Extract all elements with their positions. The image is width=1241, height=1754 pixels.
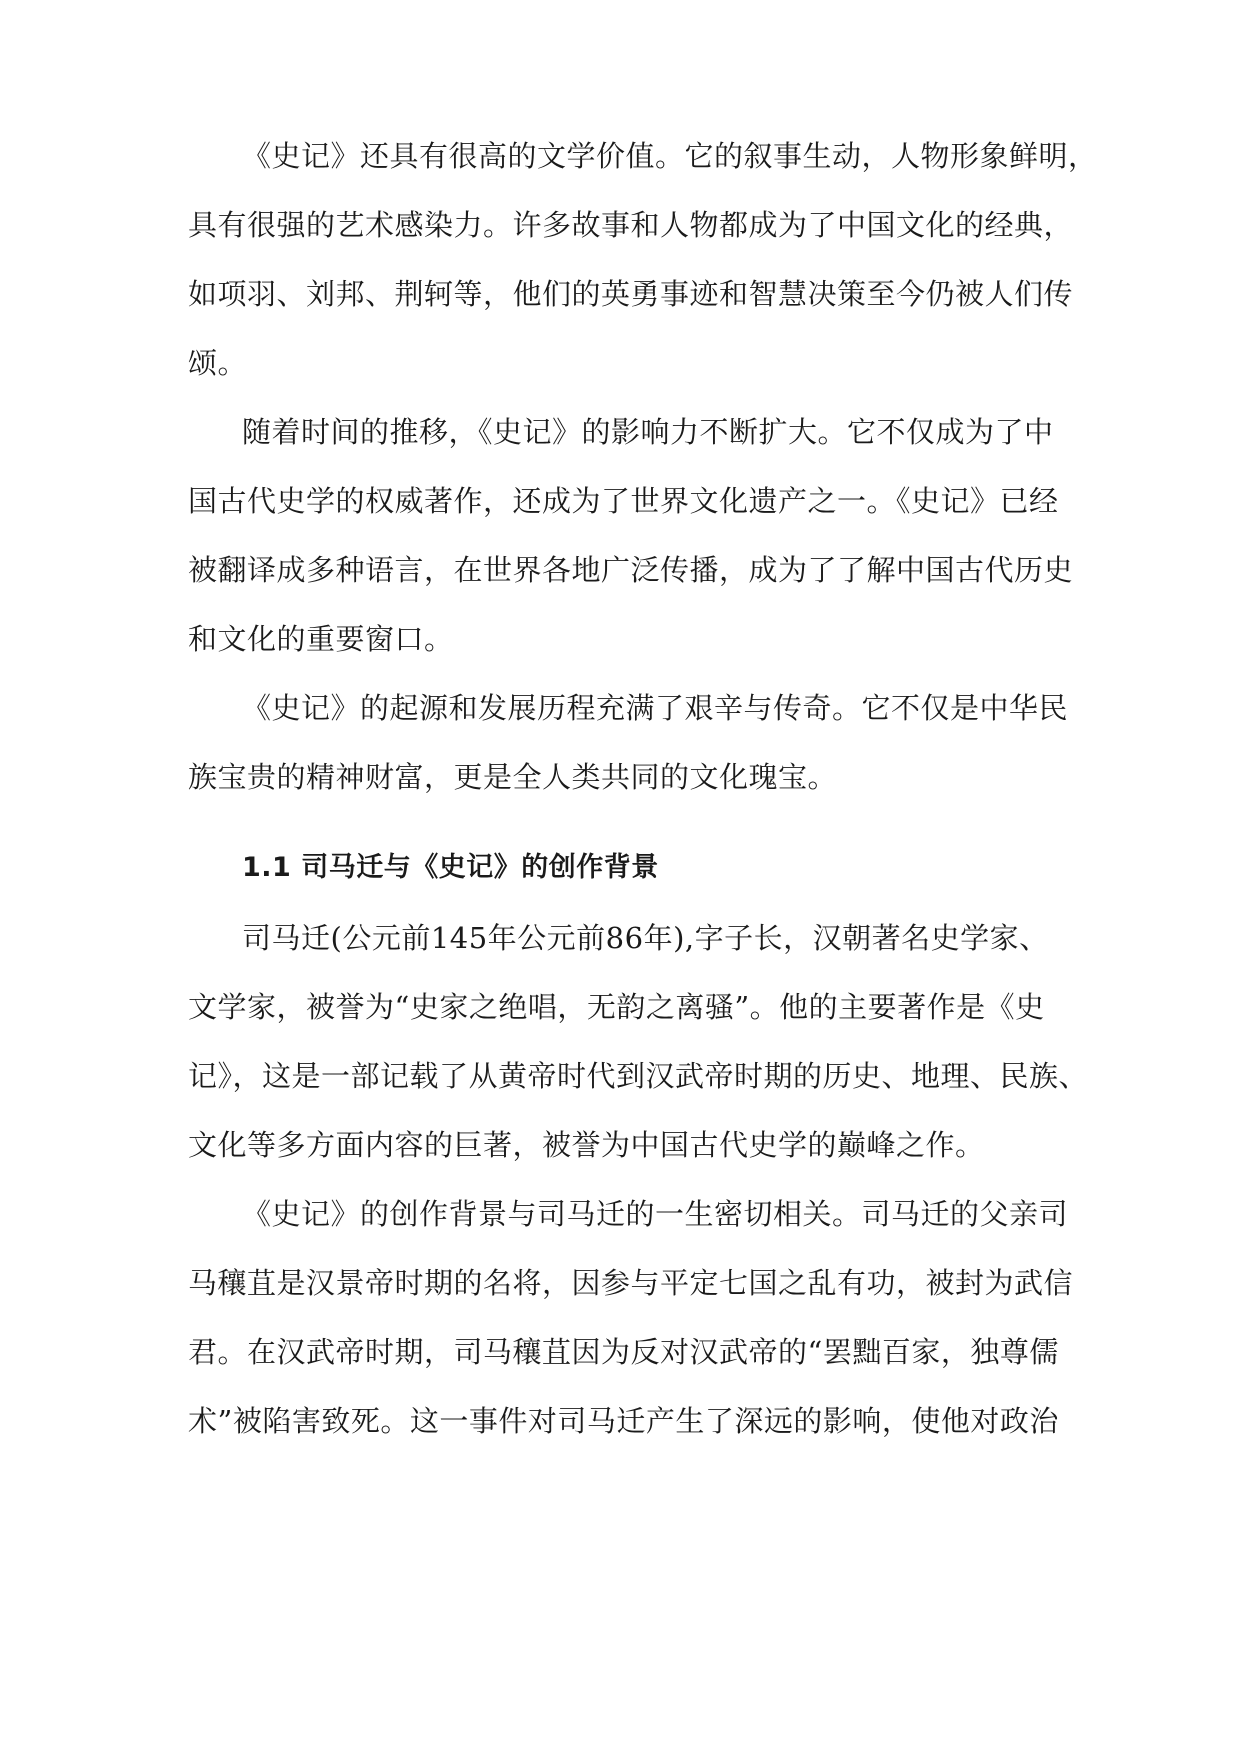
paragraph-line: 记》，这是一部记载了从黄帝时代到汉武帝时期的历史、地理、民族、 [188,1059,1089,1093]
paragraph-line: 君。在汉武帝时期，司马穰苴因为反对汉武帝的“罢黜百家，独尊儒 [188,1335,1059,1369]
paragraph-line: 文化等多方面内容的巨著，被誉为中国古代史学的巅峰之作。 [188,1128,985,1162]
section-heading: 1.1 司马迁与《史记》的创作背景 [242,852,659,883]
paragraph-line: 《史记》还具有很高的文学价值。它的叙事生动，人物形象鲜明， [242,139,1098,173]
paragraph-line: 族宝贵的精神财富，更是全人类共同的文化瑰宝。 [188,760,838,794]
paragraph-line: 如项羽、刘邦、荆轲等，他们的英勇事迹和智慧决策至今仍被人们传 [188,277,1074,311]
paragraph-line: 马穰苴是汉景帝时期的名将，因参与平定七国之乱有功，被封为武信 [188,1266,1074,1300]
paragraph-line: 司马迁(公元前145年公元前86年),字子长，汉朝著名史学家、 [242,921,1049,955]
paragraph-line: 随着时间的推移，《史记》的影响力不断扩大。它不仅成为了中 [242,415,1054,449]
paragraph-line: 国古代史学的权威著作，还成为了世界文化遗产之一。《史记》已经 [188,484,1059,518]
paragraph-line: 和文化的重要窗口。 [188,622,454,656]
paragraph-line: 文学家，被誉为“史家之绝唱，无韵之离骚”。他的主要著作是《史 [188,990,1045,1024]
paragraph-line: 颂。 [188,346,248,380]
paragraph-line: 《史记》的起源和发展历程充满了艰辛与传奇。它不仅是中华民 [242,691,1069,725]
paragraph-line: 具有很强的艺术感染力。许多故事和人物都成为了中国文化的经典， [188,208,1074,242]
paragraph-line: 术”被陷害致死。这一事件对司马迁产生了深远的影响，使他对政治 [188,1404,1059,1438]
paragraph-line: 《史记》的创作背景与司马迁的一生密切相关。司马迁的父亲司 [242,1197,1069,1231]
paragraph-line: 被翻译成多种语言，在世界各地广泛传播，成为了了解中国古代历史 [188,553,1074,587]
